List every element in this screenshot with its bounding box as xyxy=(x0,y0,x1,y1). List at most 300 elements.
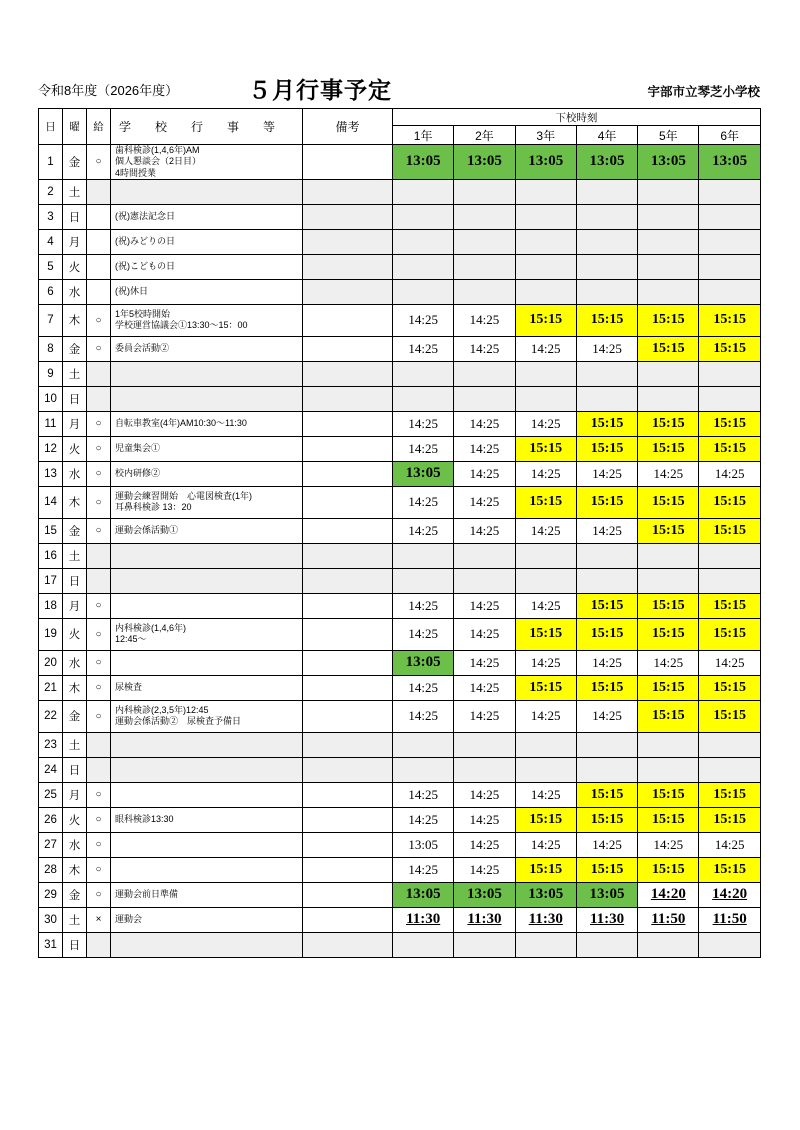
cell-lunch-mark: ○ xyxy=(87,336,111,361)
cell-dismissal-grade-5: 15:15 xyxy=(638,857,699,882)
cell-dismissal-grade-4 xyxy=(576,179,637,204)
schedule-table xyxy=(38,108,761,958)
cell-dismissal-grade-1: 14:25 xyxy=(393,486,454,518)
cell-dismissal-grade-1: 14:25 xyxy=(393,782,454,807)
cell-event xyxy=(111,593,303,618)
header-lunch: 給 xyxy=(87,109,111,145)
cell-memo xyxy=(303,675,393,700)
cell-dismissal-grade-6 xyxy=(699,757,760,782)
cell-dismissal-grade-5 xyxy=(638,732,699,757)
cell-dismissal-grade-1 xyxy=(393,543,454,568)
cell-memo xyxy=(303,145,393,180)
cell-event xyxy=(111,650,303,675)
cell-day: 29 xyxy=(39,882,63,907)
cell-dismissal-grade-2: 14:25 xyxy=(454,650,515,675)
cell-event: 運動会係活動① xyxy=(111,518,303,543)
cell-dismissal-grade-6: 11:50 xyxy=(699,907,760,932)
cell-dismissal-grade-1: 14:25 xyxy=(393,336,454,361)
cell-dow: 金 xyxy=(63,882,87,907)
cell-memo xyxy=(303,543,393,568)
cell-dow: 火 xyxy=(63,807,87,832)
cell-lunch-mark: × xyxy=(87,907,111,932)
cell-dismissal-grade-1: 14:25 xyxy=(393,593,454,618)
cell-dismissal-grade-5: 14:25 xyxy=(638,461,699,486)
cell-dismissal-grade-1 xyxy=(393,386,454,411)
cell-dismissal-grade-6: 14:25 xyxy=(699,650,760,675)
cell-dismissal-grade-5 xyxy=(638,179,699,204)
cell-day: 25 xyxy=(39,782,63,807)
table-row xyxy=(39,179,761,204)
cell-event: 内科検診(2,3,5年)12:45 運動会係活動② 尿検査予備日 xyxy=(111,700,303,732)
cell-dismissal-grade-3: 14:25 xyxy=(515,593,576,618)
cell-dismissal-grade-3: 14:25 xyxy=(515,650,576,675)
cell-dismissal-grade-2 xyxy=(454,254,515,279)
table-row xyxy=(39,857,761,882)
era-label: 令和8年度（2026年度） xyxy=(38,83,179,98)
cell-dismissal-grade-6: 15:15 xyxy=(699,618,760,650)
cell-dismissal-grade-3 xyxy=(515,386,576,411)
cell-dismissal-grade-4 xyxy=(576,386,637,411)
cell-event: (祝)みどりの日 xyxy=(111,229,303,254)
cell-dismissal-grade-3 xyxy=(515,254,576,279)
cell-dismissal-grade-1: 14:25 xyxy=(393,618,454,650)
cell-dismissal-grade-2: 14:25 xyxy=(454,336,515,361)
cell-dow: 火 xyxy=(63,436,87,461)
cell-day: 22 xyxy=(39,700,63,732)
cell-lunch-mark: ○ xyxy=(87,700,111,732)
cell-dismissal-grade-1: 14:25 xyxy=(393,518,454,543)
cell-event: (祝)休日 xyxy=(111,279,303,304)
table-row xyxy=(39,650,761,675)
cell-dismissal-grade-2: 14:25 xyxy=(454,518,515,543)
cell-memo xyxy=(303,461,393,486)
table-row xyxy=(39,229,761,254)
cell-dismissal-grade-5 xyxy=(638,932,699,957)
cell-dismissal-grade-6: 15:15 xyxy=(699,675,760,700)
cell-day: 17 xyxy=(39,568,63,593)
cell-dismissal-grade-3 xyxy=(515,361,576,386)
cell-dow: 日 xyxy=(63,568,87,593)
cell-dismissal-grade-2 xyxy=(454,386,515,411)
cell-event: (祝)憲法記念日 xyxy=(111,204,303,229)
cell-memo xyxy=(303,568,393,593)
cell-dismissal-grade-2: 14:25 xyxy=(454,832,515,857)
cell-dismissal-grade-4: 14:25 xyxy=(576,518,637,543)
cell-dismissal-grade-6: 15:15 xyxy=(699,807,760,832)
cell-dismissal-grade-5: 15:15 xyxy=(638,618,699,650)
cell-dismissal-grade-3: 14:25 xyxy=(515,782,576,807)
cell-dismissal-grade-2: 14:25 xyxy=(454,807,515,832)
table-row xyxy=(39,782,761,807)
cell-dismissal-grade-5: 15:15 xyxy=(638,518,699,543)
cell-dismissal-grade-3: 15:15 xyxy=(515,486,576,518)
cell-dow: 火 xyxy=(63,254,87,279)
cell-event xyxy=(111,568,303,593)
cell-dismissal-grade-5: 14:20 xyxy=(638,882,699,907)
cell-lunch-mark: ○ xyxy=(87,486,111,518)
table-row xyxy=(39,204,761,229)
table-row xyxy=(39,757,761,782)
table-row xyxy=(39,732,761,757)
cell-day: 18 xyxy=(39,593,63,618)
cell-dismissal-grade-4: 15:15 xyxy=(576,486,637,518)
cell-lunch-mark xyxy=(87,543,111,568)
cell-lunch-mark: ○ xyxy=(87,145,111,180)
cell-event: 内科検診(1,4,6年) 12:45～ xyxy=(111,618,303,650)
cell-dismissal-grade-2 xyxy=(454,568,515,593)
cell-dismissal-grade-2 xyxy=(454,229,515,254)
cell-dismissal-grade-3 xyxy=(515,757,576,782)
cell-day: 3 xyxy=(39,204,63,229)
cell-dow: 日 xyxy=(63,932,87,957)
page-title: ５月行事予定 xyxy=(248,77,392,103)
cell-dismissal-grade-1: 13:05 xyxy=(393,461,454,486)
cell-event: 自転車教室(4年)AM10:30～11:30 xyxy=(111,411,303,436)
cell-dismissal-grade-5: 15:15 xyxy=(638,336,699,361)
table-row xyxy=(39,700,761,732)
cell-dismissal-grade-1: 13:05 xyxy=(393,832,454,857)
cell-dismissal-grade-5 xyxy=(638,386,699,411)
cell-dismissal-grade-4 xyxy=(576,361,637,386)
cell-dismissal-grade-1: 14:25 xyxy=(393,700,454,732)
cell-memo xyxy=(303,907,393,932)
cell-event xyxy=(111,543,303,568)
table-row xyxy=(39,486,761,518)
cell-event: 校内研修② xyxy=(111,461,303,486)
cell-lunch-mark xyxy=(87,254,111,279)
cell-dow: 月 xyxy=(63,411,87,436)
table-row xyxy=(39,145,761,180)
table-row xyxy=(39,618,761,650)
cell-dow: 木 xyxy=(63,857,87,882)
cell-dismissal-grade-6 xyxy=(699,732,760,757)
cell-dismissal-grade-2: 13:05 xyxy=(454,145,515,180)
cell-dismissal-grade-2: 14:25 xyxy=(454,700,515,732)
cell-dismissal-grade-5: 15:15 xyxy=(638,411,699,436)
cell-dismissal-grade-2: 14:25 xyxy=(454,593,515,618)
cell-dismissal-grade-4: 15:15 xyxy=(576,675,637,700)
cell-memo xyxy=(303,254,393,279)
cell-dismissal-grade-3 xyxy=(515,543,576,568)
cell-day: 28 xyxy=(39,857,63,882)
cell-dismissal-grade-5: 15:15 xyxy=(638,675,699,700)
cell-dismissal-grade-1 xyxy=(393,361,454,386)
cell-dismissal-grade-4: 15:15 xyxy=(576,411,637,436)
cell-dismissal-grade-3: 14:25 xyxy=(515,518,576,543)
cell-day: 21 xyxy=(39,675,63,700)
cell-dismissal-grade-6 xyxy=(699,279,760,304)
cell-lunch-mark xyxy=(87,757,111,782)
cell-event xyxy=(111,757,303,782)
cell-dismissal-grade-2: 14:25 xyxy=(454,436,515,461)
cell-dismissal-grade-6: 15:15 xyxy=(699,336,760,361)
cell-dismissal-grade-6 xyxy=(699,229,760,254)
cell-dismissal-grade-6 xyxy=(699,386,760,411)
cell-dismissal-grade-2: 13:05 xyxy=(454,882,515,907)
cell-dow: 月 xyxy=(63,593,87,618)
cell-dismissal-grade-2 xyxy=(454,204,515,229)
cell-dismissal-grade-5 xyxy=(638,568,699,593)
table-header-top xyxy=(39,109,761,126)
cell-dismissal-grade-3 xyxy=(515,179,576,204)
cell-dismissal-grade-5: 15:15 xyxy=(638,486,699,518)
cell-dismissal-grade-5: 11:50 xyxy=(638,907,699,932)
header-grade-4: 4年 xyxy=(576,126,637,145)
cell-lunch-mark: ○ xyxy=(87,461,111,486)
cell-dismissal-grade-4 xyxy=(576,543,637,568)
cell-dismissal-grade-5: 15:15 xyxy=(638,807,699,832)
cell-memo xyxy=(303,700,393,732)
cell-dismissal-grade-6 xyxy=(699,932,760,957)
cell-dow: 土 xyxy=(63,361,87,386)
cell-dow: 土 xyxy=(63,732,87,757)
cell-event: 児童集会① xyxy=(111,436,303,461)
cell-dismissal-grade-3: 14:25 xyxy=(515,832,576,857)
cell-dismissal-grade-6: 14:25 xyxy=(699,832,760,857)
cell-dismissal-grade-3: 14:25 xyxy=(515,336,576,361)
cell-dismissal-grade-1: 13:05 xyxy=(393,882,454,907)
header-memo: 備考 xyxy=(303,109,393,145)
cell-dow: 木 xyxy=(63,486,87,518)
cell-dismissal-grade-2: 14:25 xyxy=(454,486,515,518)
table-row xyxy=(39,254,761,279)
cell-dow: 水 xyxy=(63,650,87,675)
cell-dismissal-grade-3 xyxy=(515,568,576,593)
cell-dismissal-grade-2: 14:25 xyxy=(454,782,515,807)
cell-dismissal-grade-4: 15:15 xyxy=(576,436,637,461)
cell-dismissal-grade-3: 15:15 xyxy=(515,618,576,650)
cell-day: 7 xyxy=(39,304,63,336)
document-header xyxy=(38,72,760,103)
cell-dismissal-grade-2: 14:25 xyxy=(454,618,515,650)
cell-dismissal-grade-6: 14:25 xyxy=(699,461,760,486)
header-grade-3: 3年 xyxy=(515,126,576,145)
cell-dow: 月 xyxy=(63,782,87,807)
cell-lunch-mark: ○ xyxy=(87,618,111,650)
cell-memo xyxy=(303,618,393,650)
table-row xyxy=(39,336,761,361)
cell-dismissal-grade-5 xyxy=(638,229,699,254)
cell-memo xyxy=(303,229,393,254)
cell-event: 運動会 xyxy=(111,907,303,932)
cell-memo xyxy=(303,732,393,757)
cell-dismissal-grade-4: 14:25 xyxy=(576,461,637,486)
cell-dismissal-grade-1: 14:25 xyxy=(393,857,454,882)
cell-dismissal-grade-5 xyxy=(638,204,699,229)
cell-event xyxy=(111,179,303,204)
cell-lunch-mark: ○ xyxy=(87,518,111,543)
cell-dow: 金 xyxy=(63,700,87,732)
cell-dismissal-grade-4: 14:25 xyxy=(576,832,637,857)
cell-day: 9 xyxy=(39,361,63,386)
cell-dismissal-grade-3: 15:15 xyxy=(515,304,576,336)
table-row xyxy=(39,304,761,336)
cell-dismissal-grade-1: 14:25 xyxy=(393,675,454,700)
cell-dismissal-grade-2 xyxy=(454,361,515,386)
cell-memo xyxy=(303,518,393,543)
header-day: 日 xyxy=(39,109,63,145)
cell-dismissal-grade-4: 15:15 xyxy=(576,782,637,807)
cell-memo xyxy=(303,593,393,618)
cell-dismissal-grade-1 xyxy=(393,254,454,279)
cell-dismissal-grade-1: 14:25 xyxy=(393,807,454,832)
cell-event xyxy=(111,386,303,411)
table-row xyxy=(39,386,761,411)
cell-lunch-mark: ○ xyxy=(87,807,111,832)
cell-dismissal-grade-1 xyxy=(393,757,454,782)
cell-dismissal-grade-6: 15:15 xyxy=(699,700,760,732)
cell-dow: 金 xyxy=(63,336,87,361)
cell-dow: 金 xyxy=(63,518,87,543)
cell-day: 14 xyxy=(39,486,63,518)
cell-memo xyxy=(303,882,393,907)
cell-dismissal-grade-4: 13:05 xyxy=(576,882,637,907)
cell-lunch-mark: ○ xyxy=(87,675,111,700)
cell-day: 16 xyxy=(39,543,63,568)
cell-memo xyxy=(303,179,393,204)
cell-dismissal-grade-6 xyxy=(699,254,760,279)
cell-memo xyxy=(303,204,393,229)
cell-event: 運動会前日準備 xyxy=(111,882,303,907)
table-row xyxy=(39,907,761,932)
cell-dismissal-grade-2 xyxy=(454,543,515,568)
cell-dismissal-grade-5: 15:15 xyxy=(638,700,699,732)
cell-memo xyxy=(303,436,393,461)
cell-dismissal-grade-5: 15:15 xyxy=(638,782,699,807)
cell-dow: 木 xyxy=(63,304,87,336)
cell-dismissal-grade-5 xyxy=(638,279,699,304)
cell-dismissal-grade-2 xyxy=(454,732,515,757)
cell-dismissal-grade-3: 14:25 xyxy=(515,700,576,732)
cell-lunch-mark: ○ xyxy=(87,832,111,857)
cell-dismissal-grade-6: 15:15 xyxy=(699,782,760,807)
cell-dow: 日 xyxy=(63,204,87,229)
table-row xyxy=(39,279,761,304)
cell-dismissal-grade-2: 14:25 xyxy=(454,411,515,436)
cell-dismissal-grade-3 xyxy=(515,732,576,757)
cell-dismissal-grade-5: 14:25 xyxy=(638,832,699,857)
cell-dismissal-grade-3 xyxy=(515,279,576,304)
cell-dismissal-grade-4 xyxy=(576,229,637,254)
cell-day: 24 xyxy=(39,757,63,782)
cell-dismissal-grade-4: 15:15 xyxy=(576,857,637,882)
cell-lunch-mark: ○ xyxy=(87,782,111,807)
cell-day: 30 xyxy=(39,907,63,932)
cell-memo xyxy=(303,807,393,832)
cell-dismissal-grade-1 xyxy=(393,204,454,229)
cell-memo xyxy=(303,782,393,807)
cell-memo xyxy=(303,757,393,782)
cell-dow: 火 xyxy=(63,618,87,650)
cell-event: 1年5校時開始 学校運営協議会①13:30～15：00 xyxy=(111,304,303,336)
cell-dismissal-grade-1 xyxy=(393,229,454,254)
cell-dismissal-grade-4: 11:30 xyxy=(576,907,637,932)
cell-lunch-mark: ○ xyxy=(87,411,111,436)
cell-memo xyxy=(303,857,393,882)
cell-memo xyxy=(303,650,393,675)
cell-dow: 金 xyxy=(63,145,87,180)
header-events: 学 校 行 事 等 xyxy=(111,109,303,145)
cell-dismissal-grade-5 xyxy=(638,757,699,782)
cell-day: 26 xyxy=(39,807,63,832)
cell-memo xyxy=(303,361,393,386)
cell-event: 尿検査 xyxy=(111,675,303,700)
cell-dismissal-grade-1 xyxy=(393,568,454,593)
cell-lunch-mark xyxy=(87,279,111,304)
cell-dow: 水 xyxy=(63,461,87,486)
cell-day: 6 xyxy=(39,279,63,304)
cell-dismissal-grade-5 xyxy=(638,254,699,279)
cell-lunch-mark xyxy=(87,179,111,204)
cell-dismissal-grade-1 xyxy=(393,932,454,957)
cell-dismissal-grade-2 xyxy=(454,179,515,204)
table-row xyxy=(39,518,761,543)
cell-lunch-mark xyxy=(87,361,111,386)
cell-memo xyxy=(303,411,393,436)
table-row xyxy=(39,675,761,700)
cell-day: 2 xyxy=(39,179,63,204)
cell-event xyxy=(111,782,303,807)
cell-dismissal-grade-3: 15:15 xyxy=(515,675,576,700)
cell-dismissal-grade-5: 14:25 xyxy=(638,650,699,675)
cell-day: 19 xyxy=(39,618,63,650)
cell-event: 歯科検診(1,4,6年)AM 個人懇談会（2日目） 4時間授業 xyxy=(111,145,303,180)
cell-memo xyxy=(303,279,393,304)
cell-event xyxy=(111,832,303,857)
header-dow: 曜 xyxy=(63,109,87,145)
cell-dismissal-grade-6 xyxy=(699,204,760,229)
cell-dismissal-grade-4: 15:15 xyxy=(576,618,637,650)
table-row xyxy=(39,593,761,618)
cell-dismissal-grade-1: 14:25 xyxy=(393,436,454,461)
cell-dismissal-grade-6: 15:15 xyxy=(699,486,760,518)
table-row xyxy=(39,461,761,486)
header-grade-1: 1年 xyxy=(393,126,454,145)
cell-lunch-mark: ○ xyxy=(87,436,111,461)
cell-event: 眼科検診13:30 xyxy=(111,807,303,832)
cell-dismissal-grade-6 xyxy=(699,361,760,386)
cell-dismissal-grade-1: 13:05 xyxy=(393,145,454,180)
table-row xyxy=(39,932,761,957)
cell-day: 13 xyxy=(39,461,63,486)
cell-dismissal-grade-1 xyxy=(393,279,454,304)
cell-event xyxy=(111,932,303,957)
cell-dismissal-grade-2: 14:25 xyxy=(454,304,515,336)
cell-dow: 土 xyxy=(63,543,87,568)
table-row xyxy=(39,807,761,832)
cell-dow: 木 xyxy=(63,675,87,700)
cell-dismissal-grade-6 xyxy=(699,179,760,204)
cell-day: 5 xyxy=(39,254,63,279)
table-body xyxy=(39,145,761,958)
cell-dismissal-grade-6 xyxy=(699,543,760,568)
cell-dismissal-grade-3: 14:25 xyxy=(515,411,576,436)
cell-day: 10 xyxy=(39,386,63,411)
cell-dismissal-grade-6: 15:15 xyxy=(699,857,760,882)
cell-dismissal-grade-3: 13:05 xyxy=(515,145,576,180)
cell-dismissal-grade-3: 15:15 xyxy=(515,857,576,882)
cell-dismissal-grade-5 xyxy=(638,543,699,568)
cell-dismissal-grade-4: 14:25 xyxy=(576,700,637,732)
cell-dismissal-grade-3: 15:15 xyxy=(515,436,576,461)
cell-dismissal-grade-2: 14:25 xyxy=(454,857,515,882)
cell-dismissal-grade-3 xyxy=(515,204,576,229)
cell-dow: 水 xyxy=(63,832,87,857)
cell-dismissal-grade-2: 11:30 xyxy=(454,907,515,932)
cell-dismissal-grade-5: 15:15 xyxy=(638,436,699,461)
cell-lunch-mark: ○ xyxy=(87,857,111,882)
table-row xyxy=(39,568,761,593)
